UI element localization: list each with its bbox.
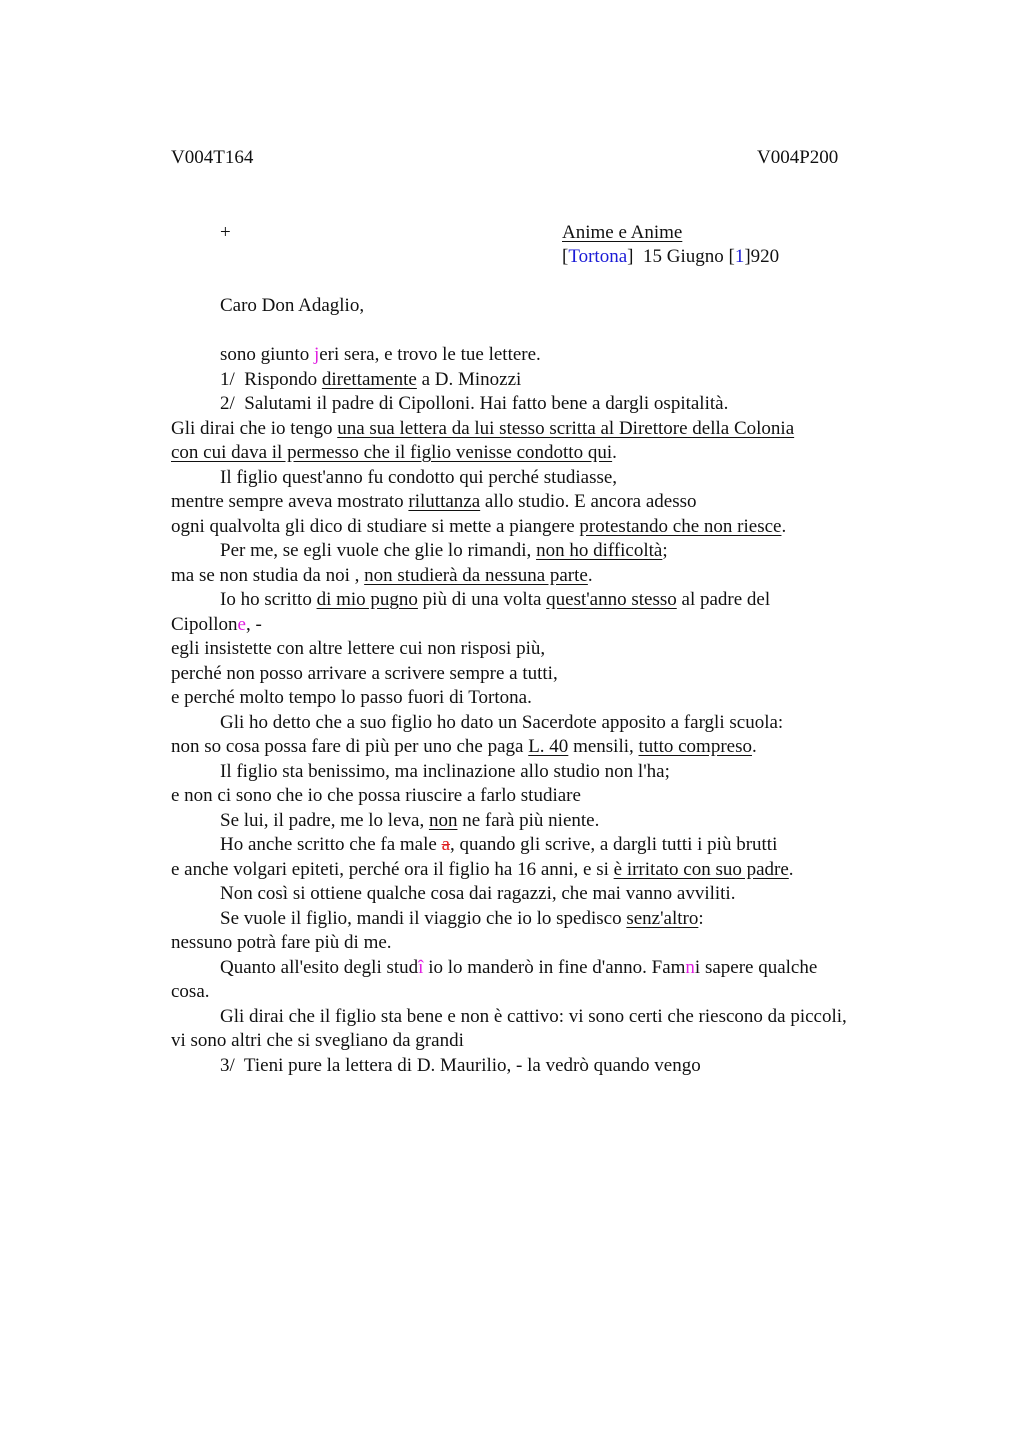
- body-line: 2/ Salutami il padre di Cipolloni. Hai fatto bene a dargli ospitalità.: [220, 393, 729, 414]
- date-middle: ] 15 Giugno [: [627, 246, 735, 267]
- salutation: Caro Don Adaglio,: [220, 295, 365, 316]
- date-year-digit: 1: [734, 246, 745, 267]
- date-end: ]920: [744, 246, 780, 267]
- body-line: Se lui, il padre, me lo leva, non ne farà più niente.: [220, 809, 600, 831]
- body-line: nessuno potrà fare più di me.: [171, 932, 392, 953]
- letter-date: [562, 245, 779, 269]
- annotation-letter: j: [313, 344, 320, 365]
- document-code-right: V004P200: [757, 147, 839, 168]
- body-line: ma se non studia da noi , non studierà da nessuna parte.: [171, 564, 593, 586]
- body-line: con cui dava il permesso che il figlio venisse condotto qui.: [171, 442, 617, 463]
- annotation-letter: î: [418, 956, 424, 978]
- body-line: e anche volgari epiteti, perché ora il figlio ha 16 anni, e si è irritato con suo padre.: [171, 858, 794, 880]
- body-line: Il figlio sta benissimo, ma inclinazione allo studio non l'ha;: [220, 760, 670, 782]
- body-line: vi sono altri che si svegliano da grandi: [171, 1030, 464, 1051]
- body-line: Gli ho detto che a suo figlio ho dato un Sacerdote apposito a fargli scuola:: [220, 711, 784, 733]
- body-line: e perché molto tempo lo passo fuori di Tortona.: [171, 687, 532, 708]
- body-line: 1/ Rispondo direttamente a D. Minozzi: [220, 368, 522, 390]
- body-line: Quanto all'esito degli studî io lo manderò in fine d'anno. Famni sapere qualche: [220, 956, 818, 978]
- body-line: mentre sempre aveva mostrato riluttanza allo studio. E ancora adesso: [171, 491, 697, 512]
- letter-title-text: Anime e Anime: [562, 222, 683, 243]
- annotation-letter: e: [237, 613, 246, 635]
- body-line: e non ci sono che io che possa riuscire a farlo studiare: [171, 785, 581, 806]
- document-code-left: V004T164: [171, 147, 254, 168]
- body-line: ogni qualvolta gli dico di studiare si mette a piangere protestando che non riesce.: [171, 515, 787, 537]
- body-line: 3/ Tieni pure la lettera di D. Maurilio, - la vedrò quando vengo: [220, 1054, 701, 1076]
- body-line: Non così si ottiene qualche cosa dai ragazzi, che mai vanno avviliti.: [220, 883, 736, 904]
- struck-letter: a: [441, 834, 450, 855]
- body-line: egli insistette con altre lettere cui non risposi più,: [171, 638, 546, 659]
- body-line: Ho anche scritto che fa male a, quando gli scrive, a dargli tutti i più brutti: [220, 834, 778, 855]
- body-line: Il figlio quest'anno fu condotto qui perché studiasse,: [220, 466, 618, 488]
- body-line: sono giunto jeri sera, e trovo le tue lettere.: [220, 344, 541, 365]
- body-line: Io ho scritto di mio pugno più di una volta quest'anno stesso al padre del: [220, 589, 771, 610]
- body-line: Se vuole il figlio, mandi il viaggio che io lo spedisco senz'altro:: [220, 907, 704, 929]
- letter-title: [562, 221, 682, 245]
- body-line: Gli dirai che il figlio sta bene e non è cattivo: vi sono certi che riescono da piccoli,: [220, 1005, 847, 1027]
- body-line: non so cosa possa fare di più per uno che paga L. 40 mensili, tutto compreso.: [171, 736, 757, 757]
- annotation-letter: n: [685, 956, 695, 978]
- cross-mark: +: [220, 222, 231, 243]
- body-line: perché non posso arrivare a scrivere sempre a tutti,: [171, 662, 558, 684]
- date-place: Tortona: [568, 246, 628, 267]
- body-line: Per me, se egli vuole che glie lo rimandi, non ho difficoltà;: [220, 540, 668, 561]
- date-bracket: [: [562, 246, 569, 267]
- body-line: Gli dirai che io tengo una sua lettera da lui stesso scritta al Direttore della Colonia: [171, 417, 795, 439]
- body-line: cosa.: [171, 981, 210, 1002]
- body-line: Cipollone, -: [171, 613, 262, 635]
